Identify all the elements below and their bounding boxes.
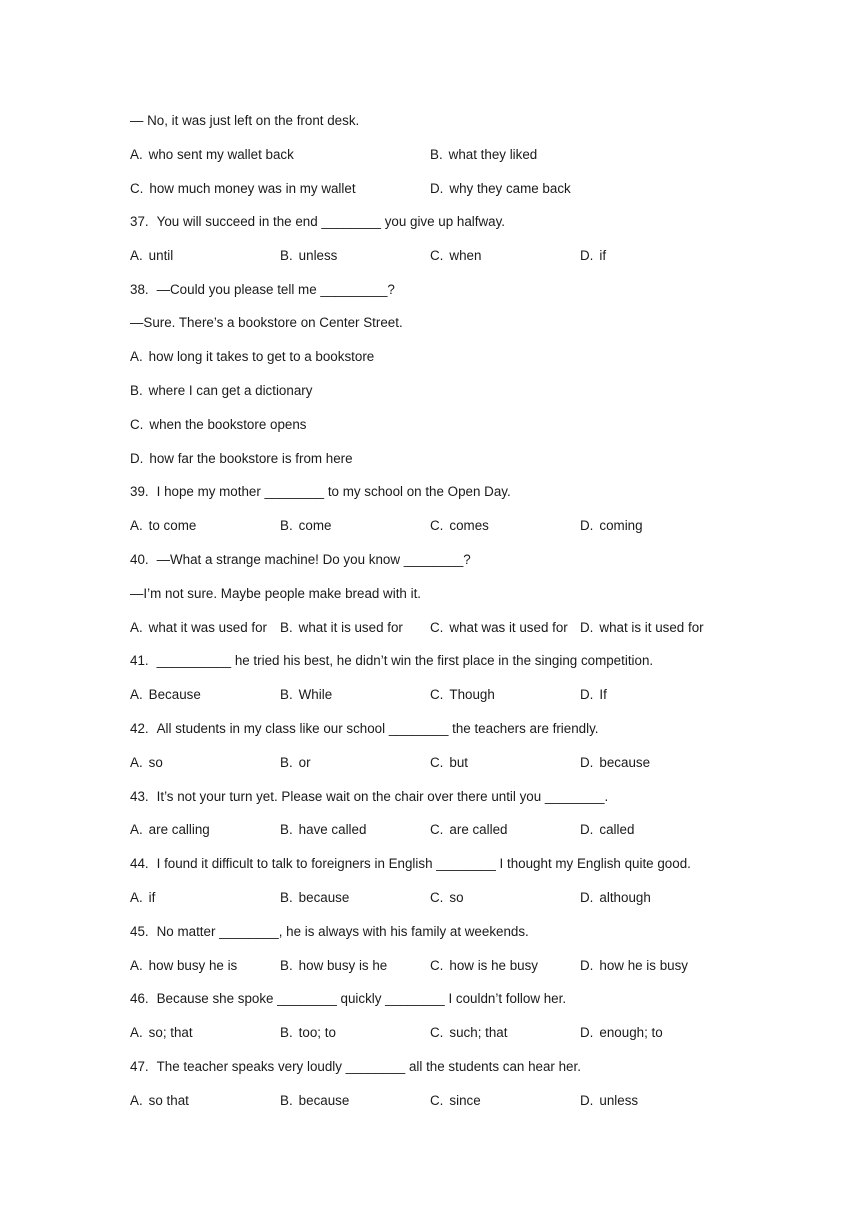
question-number: 47. bbox=[130, 1059, 149, 1074]
question-stem bbox=[130, 212, 505, 232]
option-c: C. when bbox=[430, 248, 482, 263]
question-text: I hope my mother ________ to my school on the Open Day. bbox=[156, 484, 511, 499]
option-d: D. what is it used for bbox=[580, 620, 704, 635]
option-a: A. until bbox=[130, 248, 174, 263]
option-b: B. what it is used for bbox=[280, 620, 403, 635]
option-d: D. if bbox=[580, 248, 607, 263]
question-text: You will succeed in the end ________ you give up halfway. bbox=[156, 214, 506, 229]
option-a: A. what it was used for bbox=[130, 620, 268, 635]
option-a: A. so that bbox=[130, 1093, 189, 1108]
option-a: A. how long it takes to get to a bookstore bbox=[130, 349, 375, 364]
option-c: C. what was it used for bbox=[430, 620, 568, 635]
question-stem bbox=[130, 651, 653, 671]
option-a: A. if bbox=[130, 890, 156, 905]
option-a: A. to come bbox=[130, 518, 197, 533]
question-stem bbox=[130, 854, 691, 874]
question-stem bbox=[130, 1057, 581, 1077]
option-a: A. so; that bbox=[130, 1025, 193, 1040]
option-a: A. are calling bbox=[130, 822, 210, 837]
option-b: B. While bbox=[280, 687, 333, 702]
question-number: 39. bbox=[130, 484, 149, 499]
option-b: B. because bbox=[280, 890, 350, 905]
question-text: __________ he tried his best, he didn’t win the first place in the singing competition. bbox=[156, 653, 654, 668]
option-c: C. are called bbox=[430, 822, 508, 837]
option-d: D. because bbox=[580, 755, 651, 770]
question-text: It’s not your turn yet. Please wait on the chair over there until you ________. bbox=[156, 789, 609, 804]
question-number: 43. bbox=[130, 789, 149, 804]
question-number: 42. bbox=[130, 721, 149, 736]
question-number: 46. bbox=[130, 991, 149, 1006]
question-text: The teacher speaks very loudly ________ all the students can hear her. bbox=[156, 1059, 581, 1074]
option-d: D. how he is busy bbox=[580, 958, 688, 973]
option-d: D. how far the bookstore is from here bbox=[130, 451, 353, 466]
option-b: B. too; to bbox=[280, 1025, 336, 1040]
question-stem bbox=[130, 280, 395, 300]
option-b: B. have called bbox=[280, 822, 367, 837]
option-c: C. since bbox=[430, 1093, 481, 1108]
question-number: 41. bbox=[130, 653, 149, 668]
option-a: A. so bbox=[130, 755, 163, 770]
option-a: A. who sent my wallet back bbox=[130, 147, 294, 162]
option-c: C. how is he busy bbox=[430, 958, 538, 973]
option-b: B. how busy is he bbox=[280, 958, 388, 973]
question-stem bbox=[130, 989, 566, 1009]
option-c: C. such; that bbox=[430, 1025, 508, 1040]
question-stem bbox=[130, 922, 529, 942]
option-b: B. because bbox=[280, 1093, 350, 1108]
option-b: B. where I can get a dictionary bbox=[130, 383, 313, 398]
option-c: C. Though bbox=[430, 687, 495, 702]
question-text: —What a strange machine! Do you know ________? bbox=[156, 552, 471, 567]
question-stem bbox=[130, 482, 511, 502]
question-text: No matter ________, he is always with his family at weekends. bbox=[156, 924, 529, 939]
option-d: D. enough; to bbox=[580, 1025, 663, 1040]
question-number: 37. bbox=[130, 214, 149, 229]
option-d: D. If bbox=[580, 687, 607, 702]
option-c: C. how much money was in my wallet bbox=[130, 181, 356, 196]
question-text: All students in my class like our school ________ the teachers are friendly. bbox=[156, 721, 599, 736]
option-d: D. coming bbox=[580, 518, 643, 533]
question-number: 40. bbox=[130, 552, 149, 567]
option-c: C. but bbox=[430, 755, 469, 770]
dialogue-reply: —Sure. There’s a bookstore on Center Street. bbox=[130, 315, 403, 330]
option-c: C. so bbox=[430, 890, 464, 905]
option-d: D. unless bbox=[580, 1093, 639, 1108]
question-text: —Could you please tell me _________? bbox=[156, 282, 395, 297]
question-text: I found it difficult to talk to foreigners in English ________ I thought my English quite good. bbox=[156, 856, 691, 871]
question-number: 44. bbox=[130, 856, 149, 871]
option-b: B. unless bbox=[280, 248, 338, 263]
question-stem bbox=[130, 787, 608, 807]
option-d: D. called bbox=[580, 822, 635, 837]
option-a: A. Because bbox=[130, 687, 201, 702]
option-a: A. how busy he is bbox=[130, 958, 238, 973]
dialogue-reply: —I’m not sure. Maybe people make bread with it. bbox=[130, 586, 422, 601]
option-b: B. what they liked bbox=[430, 147, 538, 162]
option-b: B. or bbox=[280, 755, 311, 770]
question-number: 38. bbox=[130, 282, 149, 297]
dialogue-reply: — No, it was just left on the front desk. bbox=[130, 113, 360, 128]
question-text: Because she spoke ________ quickly ________ I couldn’t follow her. bbox=[156, 991, 567, 1006]
question-stem bbox=[130, 719, 599, 739]
option-c: C. when the bookstore opens bbox=[130, 417, 307, 432]
option-d: D. why they came back bbox=[430, 181, 571, 196]
option-b: B. come bbox=[280, 518, 332, 533]
option-d: D. although bbox=[580, 890, 651, 905]
question-number: 45. bbox=[130, 924, 149, 939]
question-stem bbox=[130, 550, 471, 570]
option-c: C. comes bbox=[430, 518, 489, 533]
